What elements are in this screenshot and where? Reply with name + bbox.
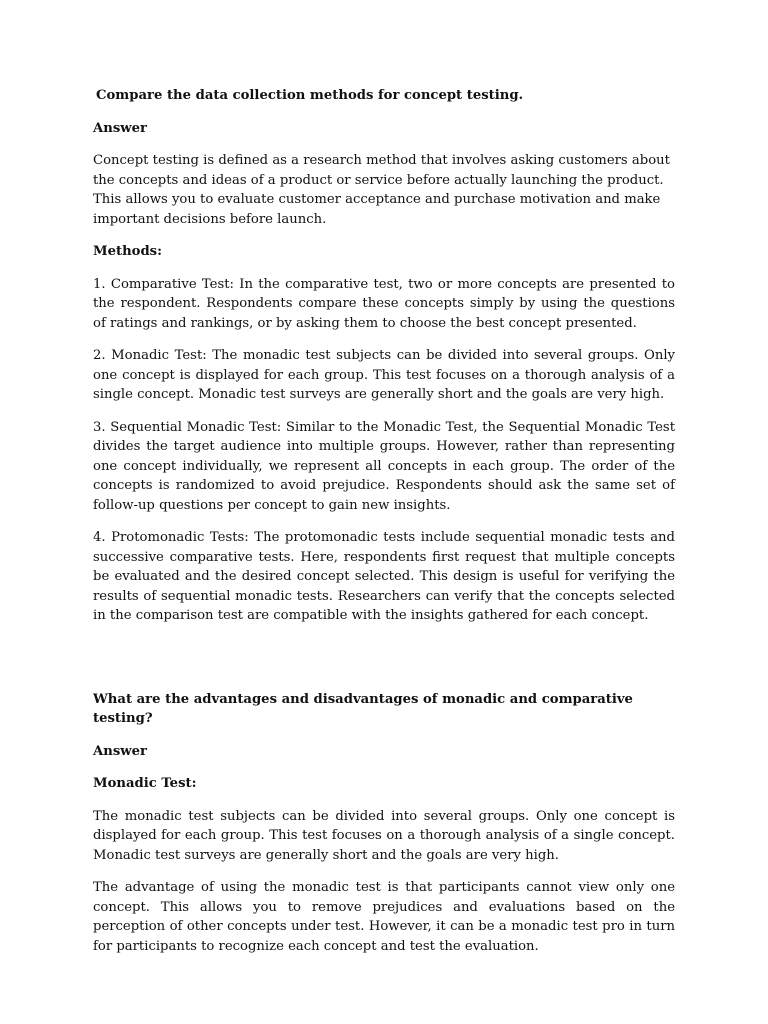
answer-2-label: Answer — [93, 743, 147, 759]
methods-heading: Methods: — [93, 244, 162, 259]
method-comparative-test: 1. Comparative Test: In the comparative test, two or more concepts are presented to the respondent. Respondents compare these concepts simply by using the questions of ratings and rankings, or by asking them to choose the best concept presented. — [93, 276, 675, 331]
section-gap — [93, 639, 675, 690]
method-sequential-monadic-test: 3. Sequential Monadic Test: Similar to the Monadic Test, the Sequential Monadic Test divides the target audience into multiple groups. However, rather than representing one concept individually, we represent all concepts in each group. The order of the concepts is randomized to avoid prejudice. Respondents should ask the same set of follow-up questions per concept to gain new insights. — [93, 419, 675, 513]
answer-1-label: Answer — [93, 120, 147, 136]
question-1-heading: Compare the data collection methods for concept testing. — [96, 88, 524, 103]
method-monadic-test: 2. Monadic Test: The monadic test subjects can be divided into several groups. Only one concept is displayed for each group. This test focuses on a thorough analysis of a single concept. Monadic test surveys are generally short and the goals are very high. — [93, 348, 675, 402]
monadic-test-description: The monadic test subjects can be divided into several groups. Only one concept is displayed for each group. This test focuses on a thorough analysis of a single concept. Monadic test surveys are generally short and the goals are very high. — [93, 808, 675, 863]
question-2-heading: What are the advantages and disadvantages of monadic and comparative testing? — [93, 691, 633, 726]
concept-testing-intro: Concept testing is defined as a research method that involves asking customers about the concepts and ideas of a product or service before actually launching the product. This allows you to evaluate customer acceptance and purchase motivation and make important decisions before launch. — [93, 153, 670, 227]
monadic-test-heading: Monadic Test: — [93, 776, 197, 791]
monadic-test-advantage: The advantage of using the monadic test is that participants cannot view only one concept. This allows you to remove prejudices and evaluations based on the perception of other concepts under test. However, it can be a monadic test pro in turn for participants to recognize each concept and test the evaluation. — [93, 880, 675, 954]
method-protomonadic-tests: 4. Protomonadic Tests: The protomonadic tests include sequential monadic tests and successive comparative tests. Here, respondents first request that multiple concepts be evaluated and the desired concept selected. This design is useful for verifying the results of sequential monadic tests. Researchers can verify that the concepts selected in the comparison test are compatible with the insights gathered for each concept. — [93, 530, 675, 623]
document-page — [93, 86, 675, 969]
